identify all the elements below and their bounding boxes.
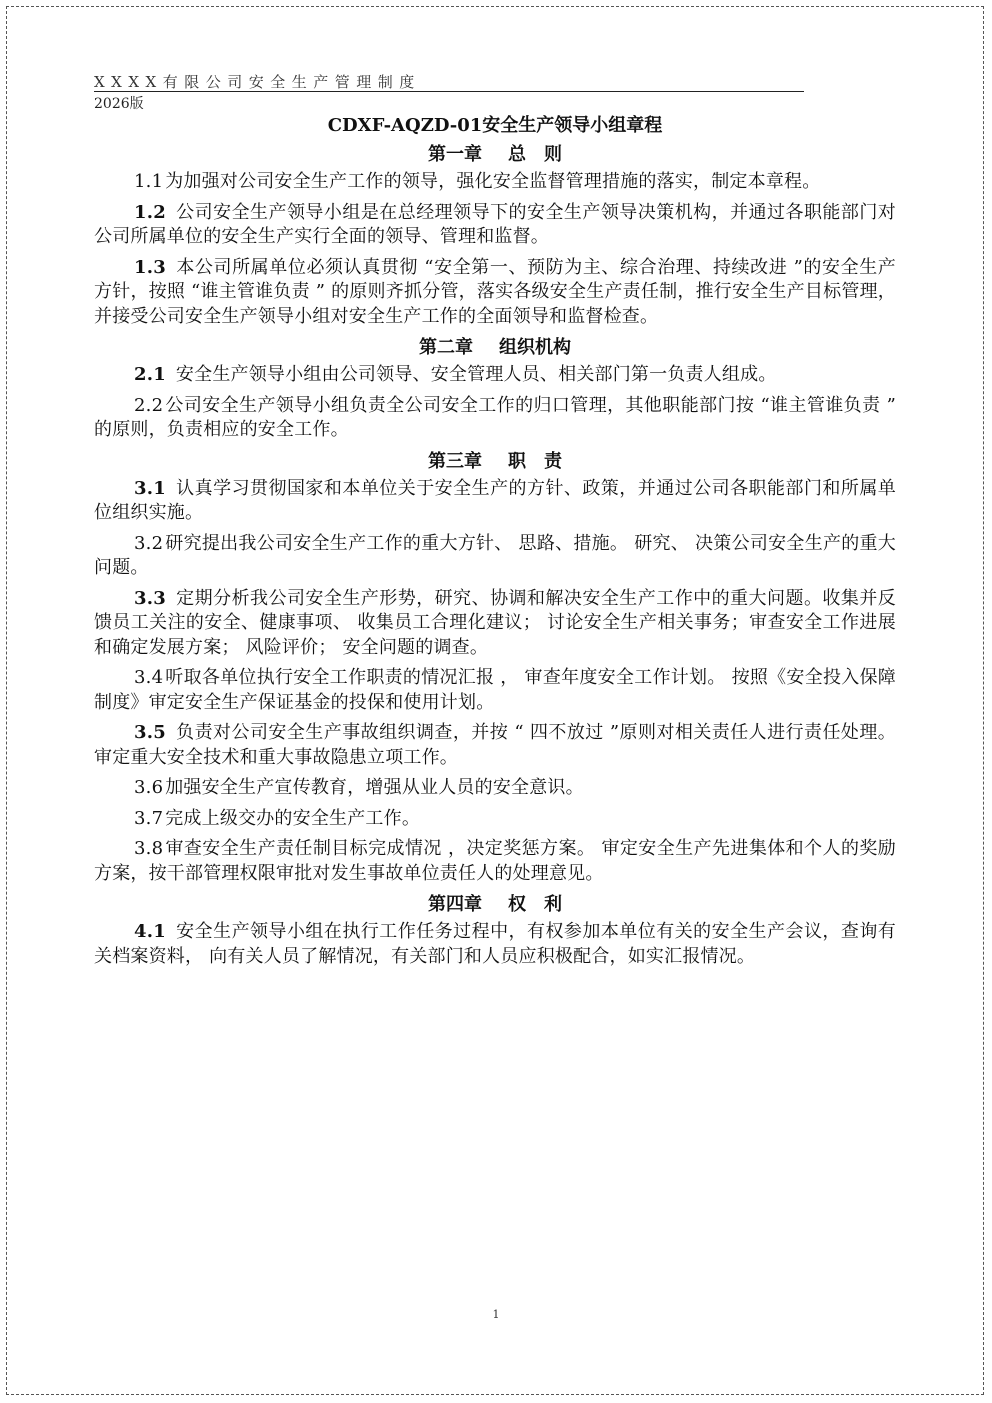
clause-text: 完成上级交办的安全生产工作。 — [165, 807, 421, 829]
clause-text: 听取各单位执行安全工作职责的情况汇报 ， 审查年度安全工作计划。 按照《安全投入保障制度》审定安全生产保证基金的投保和使用计划。 — [94, 667, 896, 713]
clause-number: 3.3 — [134, 587, 166, 609]
clause — [94, 721, 896, 770]
running-header: XXXX有限公司安全生产管理制度 — [94, 74, 804, 92]
clause-number: 3.4 — [134, 667, 164, 688]
clause — [94, 920, 896, 969]
chapter-number: 第三章 — [428, 450, 482, 472]
clause — [94, 776, 896, 801]
clause-text: 安全生产领导小组由公司领导、安全管理人员、相关部门第一负责人组成。 — [175, 364, 777, 385]
clause-number: 3.8 — [134, 838, 164, 859]
clause-number: 3.1 — [134, 477, 166, 499]
clause-text: 公司安全生产领导小组是在总经理领导下的安全生产领导决策机构，并通过各职能部门对公司所属单位的安全生产实行全面的领导、管理和监督。 — [94, 201, 896, 247]
clause-number: 3.6 — [134, 777, 164, 798]
clause-number: 3.7 — [134, 807, 164, 829]
chapter-number: 第一章 — [428, 144, 482, 165]
chapter-heading — [94, 449, 896, 475]
edition-label: 2026版 — [94, 96, 144, 112]
document-body — [94, 114, 896, 975]
chapter-title: 组织机构 — [499, 337, 571, 358]
chapter-heading — [94, 335, 896, 361]
clause — [94, 532, 896, 581]
clause — [94, 394, 896, 443]
clause-number: 1.2 — [134, 201, 166, 223]
document-title: CDXF-AQZD-01安全生产领导小组章程 — [327, 115, 663, 136]
clause-text: 为加强对公司安全生产工作的领导，强化安全监督管理措施的落实，制定本章程。 — [165, 171, 821, 192]
clause-number: 2.2 — [134, 394, 164, 416]
clause — [94, 477, 896, 526]
chapter-number: 第二章 — [419, 337, 473, 358]
clause-text: 本公司所属单位必须认真贯彻 “安全第一、预防为主、综合治理、持续改进 ”的安全生产方针，按照 “谁主管谁负责 ” 的原则齐抓分管，落实各级安全生产责任制，推行安全生产目标管理，并接受公司安全生产领导小组对安全生产工作的全面领导和监督检查。 — [94, 256, 896, 327]
chapter-title: 权 利 — [508, 894, 562, 915]
clause-text: 加强安全生产宣传教育，增强从业人员的安全意识。 — [165, 777, 584, 798]
chapter-title: 总 则 — [508, 144, 562, 165]
clause — [94, 666, 896, 715]
clause-number: 4.1 — [134, 921, 166, 942]
clause-text: 安全生产领导小组在执行工作任务过程中，有权参加本单位有关的安全生产会议，查询有关档案资料， 向有关人员了解情况，有关部门和人员应积极配合，如实汇报情况。 — [94, 921, 896, 967]
clause-number: 2.1 — [134, 364, 166, 385]
clause-text: 定期分析我公司安全生产形势，研究、协调和解决安全生产工作中的重大问题。收集并反馈员工关注的安全、健康事项、 收集员工合理化建议； 讨论安全生产相关事务；审查安全工作进展和确定发展方案； 风险评价； 安全问题的调查。 — [94, 587, 896, 658]
chapter-heading — [94, 892, 896, 918]
clause — [94, 587, 896, 661]
clause-text: 研究提出我公司安全生产工作的重大方针、 思路、措施。 研究、 决策公司安全生产的重大问题。 — [94, 532, 896, 578]
clause — [94, 837, 896, 886]
chapter-title: 职 责 — [508, 450, 562, 472]
clause-text: 审查安全生产责任制目标完成情况 ，决定奖惩方案。 审定安全生产先进集体和个人的奖励方案，按干部管理权限审批对发生事故单位责任人的处理意见。 — [94, 838, 896, 884]
chapter-heading — [94, 142, 896, 168]
chapter-number: 第四章 — [428, 894, 482, 915]
clause — [94, 201, 896, 250]
clause-number: 3.5 — [134, 722, 166, 743]
page-number: 1 — [492, 1308, 500, 1321]
clause-text: 公司安全生产领导小组负责全公司安全工作的归口管理，其他职能部门按 “谁主管谁负责 ” 的原则，负责相应的安全工作。 — [94, 394, 896, 440]
clause-number: 1.1 — [134, 171, 164, 192]
clause — [94, 363, 896, 388]
clause — [94, 807, 896, 832]
clause-text: 认真学习贯彻国家和本单位关于安全生产的方针、政策，并通过公司各职能部门和所属单位组织实施。 — [94, 477, 896, 523]
clause-number: 3.2 — [134, 532, 164, 554]
clause — [94, 170, 896, 195]
clause-text: 负责对公司安全生产事故组织调查，并按 “ 四不放过 ”原则对相关责任人进行责任处理。 审定重大安全技术和重大事故隐患立项工作。 — [94, 722, 896, 768]
clause-number: 1.3 — [134, 256, 166, 278]
clause — [94, 256, 896, 330]
